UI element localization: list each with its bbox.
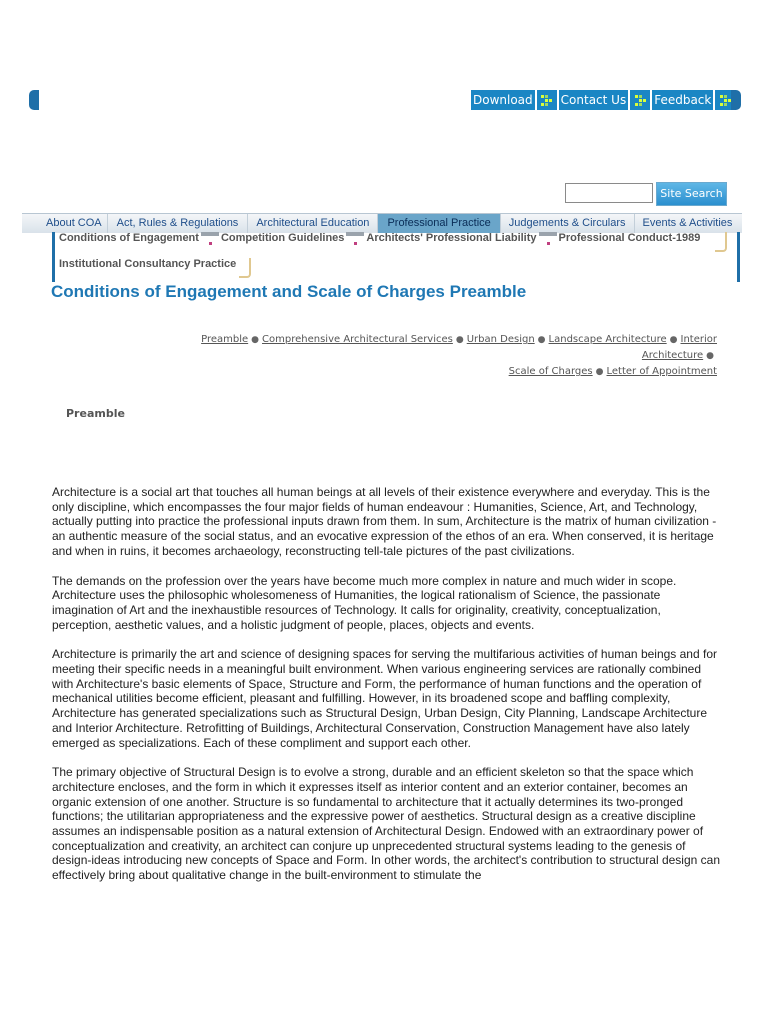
header-right-tab (731, 90, 741, 110)
download-link[interactable]: Download (471, 90, 535, 110)
folder-tab-icon (346, 232, 364, 250)
nav-architectural-education[interactable]: Architectural Education (248, 214, 378, 233)
bullet-separator: ● (251, 335, 260, 345)
subnav-professional-conduct[interactable]: Professional Conduct-1989 (558, 232, 701, 244)
bullet-separator: ● (537, 335, 546, 345)
header-left-tab (29, 90, 39, 110)
site-search-input[interactable] (565, 183, 653, 203)
section-links (150, 332, 717, 380)
tab-corner-icon (239, 258, 251, 278)
nav-judgements-circulars[interactable]: Judgements & Circulars (501, 214, 635, 233)
subnav-row-1 (58, 232, 727, 252)
top-links-bar (471, 90, 737, 110)
link-preamble[interactable]: Preamble (201, 334, 249, 345)
contact-us-link[interactable]: Contact Us (559, 90, 629, 110)
tab-corner-icon (715, 232, 727, 252)
page-title: Conditions of Engagement and Scale of Charges Preamble (51, 282, 527, 301)
bullet-separator: ● (455, 335, 464, 345)
link-interior-architecture[interactable]: Interior Architecture (641, 334, 717, 361)
bullet-separator: ● (595, 367, 604, 377)
main-nav (22, 213, 742, 233)
frame-right-border (737, 232, 740, 282)
link-letter-of-appointment[interactable]: Letter of Appointment (606, 366, 717, 377)
article-body (52, 485, 722, 898)
link-scale-of-charges[interactable]: Scale of Charges (508, 366, 593, 377)
bullet-separator: ● (706, 351, 714, 361)
dots-icon (537, 90, 557, 110)
paragraph: Architecture is a social art that touches all human beings at all levels of their existence everywhere and everyday. This is the only discipline, which encompasses the four major fields of human endeavour : Humanities, Science, Art, and Technology, actually putting into practice the professional inputs drawn from them. In sum, Architecture is the matrix of human civilization - an authentic measure of the social status, and an evocative expression of the ethos of an era. When conserved, it is heritage and when in ruins, it becomes archaeology, reconstructing tell-tale pictures of the past civilizations. (52, 485, 717, 558)
section-links-line-1 (150, 332, 717, 364)
site-search-button[interactable]: Site Search (656, 182, 727, 206)
nav-professional-practice[interactable]: Professional Practice (378, 214, 500, 233)
subnav-row-2 (58, 258, 251, 278)
section-heading: Preamble (66, 407, 125, 420)
subnav-professional-liability[interactable]: Architects' Professional Liability (366, 232, 537, 244)
paragraph: The primary objective of Structural Design is to evolve a strong, durable and an efficient skeleton so that the space which architecture encloses, and the form in which it expresses itself as interior content and an exterior container, becomes an organic extension of one another. Structure is so fundamental to architecture that it actually determines its two-pronged functions; the utilitarian appropriateness and the expressive power of aesthetics. Structural design as a creative discipline assumes an indispensable position as a natural extension of Architectural Design. Endowed with an extraordinary power of conceptualization and creativity, an architect can conjure up unprecedented structural systems leading to the genesis of design-ideas introducing new concepts of Space and Form. In other words, the architect's contribution to structural design can effectively bring about qualitative change in the built-environment to stimulate the (52, 765, 720, 883)
paragraph: The demands on the profession over the years have become much more complex in nature and much wider in scope. Architecture uses the philosophic wholesomeness of Humanities, the logical rationalism of Science, the passionate imagination of Art and the inexhaustible resources of Technology. It calls for originality, creativity, conceptualization, perception, aesthetic values, and a holistic judgment of people, places, objects and events. (52, 573, 677, 632)
sub-nav (52, 232, 745, 282)
link-urban-design[interactable]: Urban Design (466, 334, 535, 345)
nav-about-coa[interactable]: About COA (22, 214, 108, 233)
feedback-link[interactable]: Feedback (652, 90, 713, 110)
subnav-conditions-of-engagement[interactable]: Conditions of Engagement (59, 232, 199, 244)
subnav-institutional-consultancy[interactable]: Institutional Consultancy Practice (59, 258, 237, 270)
paragraph: Architecture is primarily the art and science of designing spaces for serving the multifarious activities of human beings and for meeting their specific needs in a meaningful built environment. When various engineering services are rationally combined with Architecture's basic elements of Space, Structure and Form, the performance of human functions and the operation of mechanical utilities become efficient, pleasant and fulfilling. However, in its broadened scope and baffling complexity, Architecture has generated specializations such as Structural Design, Urban Design, City Planning, Landscape Architecture and Interior Architecture. Retrofitting of Buildings, Architectural Conservation, Construction Management have also lately emerged as specializations. Each of these compliment and support each other. (52, 647, 717, 750)
nav-events-activities[interactable]: Events & Activities (642, 217, 733, 229)
dots-icon (630, 90, 650, 110)
bullet-separator: ● (669, 335, 678, 345)
subnav-competition-guidelines[interactable]: Competition Guidelines (220, 232, 345, 244)
link-comprehensive-services[interactable]: Comprehensive Architectural Services (262, 334, 453, 345)
section-links-line-2 (150, 364, 717, 380)
folder-tab-icon (201, 232, 219, 250)
link-landscape-architecture[interactable]: Landscape Architecture (548, 334, 667, 345)
folder-tab-icon (539, 232, 557, 250)
nav-act-rules[interactable]: Act, Rules & Regulations (108, 214, 249, 233)
